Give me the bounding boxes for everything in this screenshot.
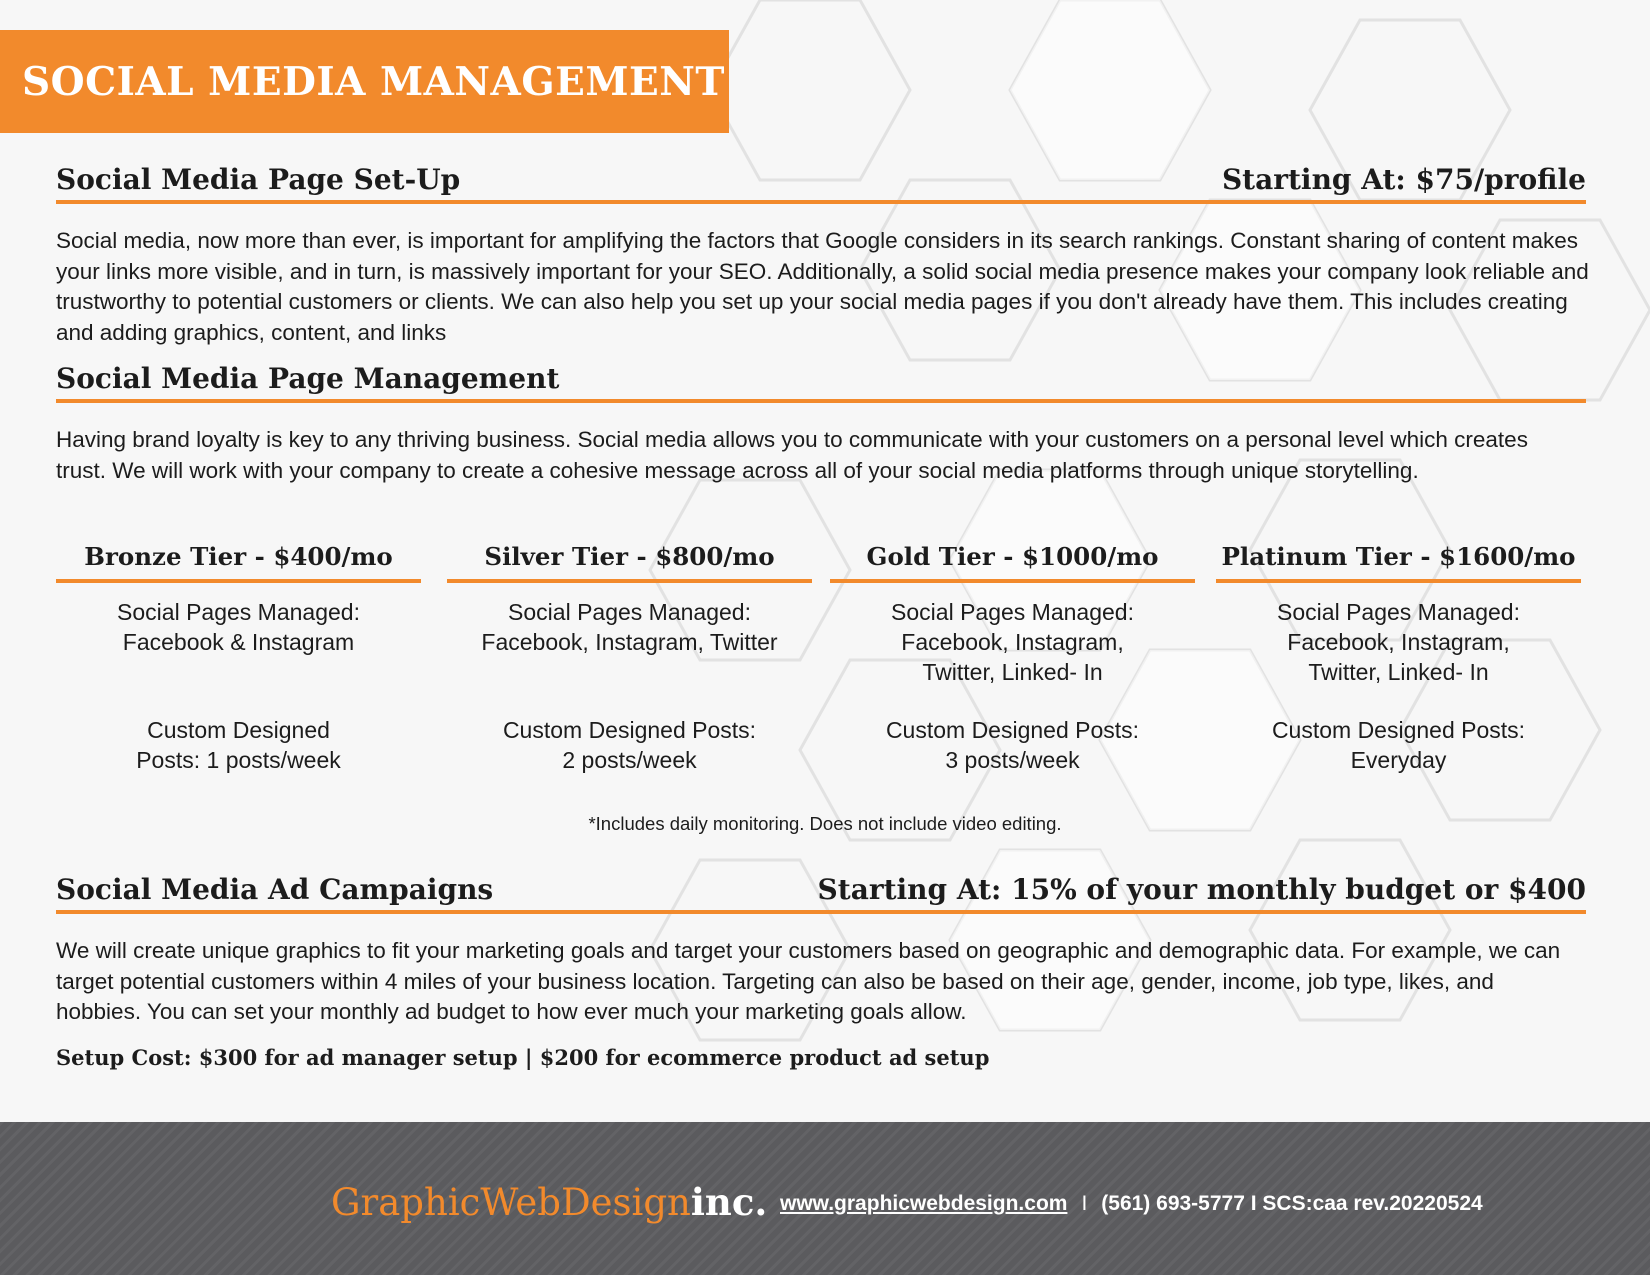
logo-main-text: GraphicWebDesign <box>331 1181 691 1224</box>
tiers-footnote: *Includes daily monitoring. Does not include video editing. <box>588 813 1062 834</box>
setup-cost: Setup Cost: $300 for ad manager setup | $200 for ecommerce product ad setup <box>56 1045 990 1070</box>
tier-pages <box>1216 597 1581 687</box>
tier-pages-label: Social Pages Managed: <box>891 599 1134 625</box>
tier-gold <box>830 542 1195 775</box>
tier-pages <box>56 597 421 687</box>
setup-section-header <box>56 163 1586 204</box>
tier-posts-line2: 3 posts/week <box>945 747 1080 773</box>
management-description: Having brand loyalty is key to any thriving business. Social media allows you to communicate with your customers on a personal level which creates trust. We will work with your company to create a cohesive message across all of your social media platforms through unique storytelling. <box>56 427 1528 483</box>
tier-title: Silver Tier - $800/mo <box>447 542 812 583</box>
ads-price: Starting At: 15% of your monthly budget or $400 <box>817 873 1586 906</box>
setup-heading: Social Media Page Set-Up <box>56 163 461 196</box>
ads-section-header <box>56 873 1586 914</box>
tier-pages-value: Facebook & Instagram <box>122 629 355 655</box>
tier-posts <box>830 715 1195 775</box>
tier-title: Bronze Tier - $400/mo <box>56 542 421 583</box>
tier-posts <box>56 715 421 775</box>
logo-suffix-text: inc. <box>690 1180 768 1224</box>
ads-heading: Social Media Ad Campaigns <box>56 873 494 906</box>
setup-price: Starting At: $75/profile <box>1221 163 1586 196</box>
tier-pages-label: Social Pages Managed: <box>508 599 751 625</box>
tier-title: Gold Tier - $1000/mo <box>830 542 1195 583</box>
tier-posts-line1: Custom Designed <box>147 717 330 743</box>
company-logo <box>331 1180 767 1224</box>
tier-platinum <box>1216 542 1581 775</box>
ads-description: We will create unique graphics to fit your marketing goals and target your customers based on geographic and demographic data. For example, we can target potential customers within 4 miles of your business location. Targeting can also be based on their age, gender, income, job type, likes, and hobbies. You can set your monthly ad budget to how ever much your marketing goals allow. <box>56 938 1561 1024</box>
tier-posts-line1: Custom Designed Posts: <box>502 717 757 743</box>
tier-posts <box>1216 715 1581 775</box>
tier-posts-line1: Custom Designed Posts: <box>1271 717 1526 743</box>
page-title: SOCIAL MEDIA MANAGEMENT <box>22 58 725 105</box>
tier-pages-label: Social Pages Managed: <box>1277 599 1520 625</box>
tier-pages-label: Social Pages Managed: <box>117 599 360 625</box>
tier-pages-value: Facebook, Instagram, <box>901 629 1124 655</box>
setup-description: Social media, now more than ever, is important for amplifying the factors that Google considers in its search rankings. Constant sharing of content makes your links more visible, and in turn, is massively important for your SEO. Additionally, a solid social media presence makes your company look reliable and trustworthy to potential customers or clients. We can also help you set up your social media pages if you don't already have them. This includes creating and adding graphics, content, and links <box>56 228 1589 345</box>
tier-pages <box>447 597 812 687</box>
contact-separator: I <box>1081 1192 1088 1215</box>
phone-and-revision: (561) 693-5777 I SCS:caa rev.20220524 <box>1101 1192 1483 1215</box>
tier-pages <box>830 597 1195 687</box>
tier-bronze <box>56 542 421 775</box>
tier-posts <box>447 715 812 775</box>
footer <box>0 1122 1650 1275</box>
tier-silver <box>447 542 812 775</box>
management-heading: Social Media Page Management <box>56 362 560 395</box>
tier-title: Platinum Tier - $1600/mo <box>1216 542 1581 583</box>
tier-pages-value-2: Twitter, Linked- In <box>1308 659 1489 685</box>
title-banner <box>0 30 729 133</box>
website-link[interactable]: www.graphicwebdesign.com <box>780 1192 1068 1215</box>
tier-pages-value: Facebook, Instagram, <box>1287 629 1510 655</box>
tier-posts-line2: Posts: 1 posts/week <box>136 747 341 773</box>
tier-pages-value-2: Twitter, Linked- In <box>922 659 1103 685</box>
tier-pages-value: Facebook, Instagram, Twitter <box>481 629 778 655</box>
contact-info <box>780 1192 1483 1216</box>
tier-posts-line2: Everyday <box>1350 747 1447 773</box>
tier-posts-line1: Custom Designed Posts: <box>885 717 1140 743</box>
management-section-header <box>56 362 1586 403</box>
tier-posts-line2: 2 posts/week <box>562 747 697 773</box>
